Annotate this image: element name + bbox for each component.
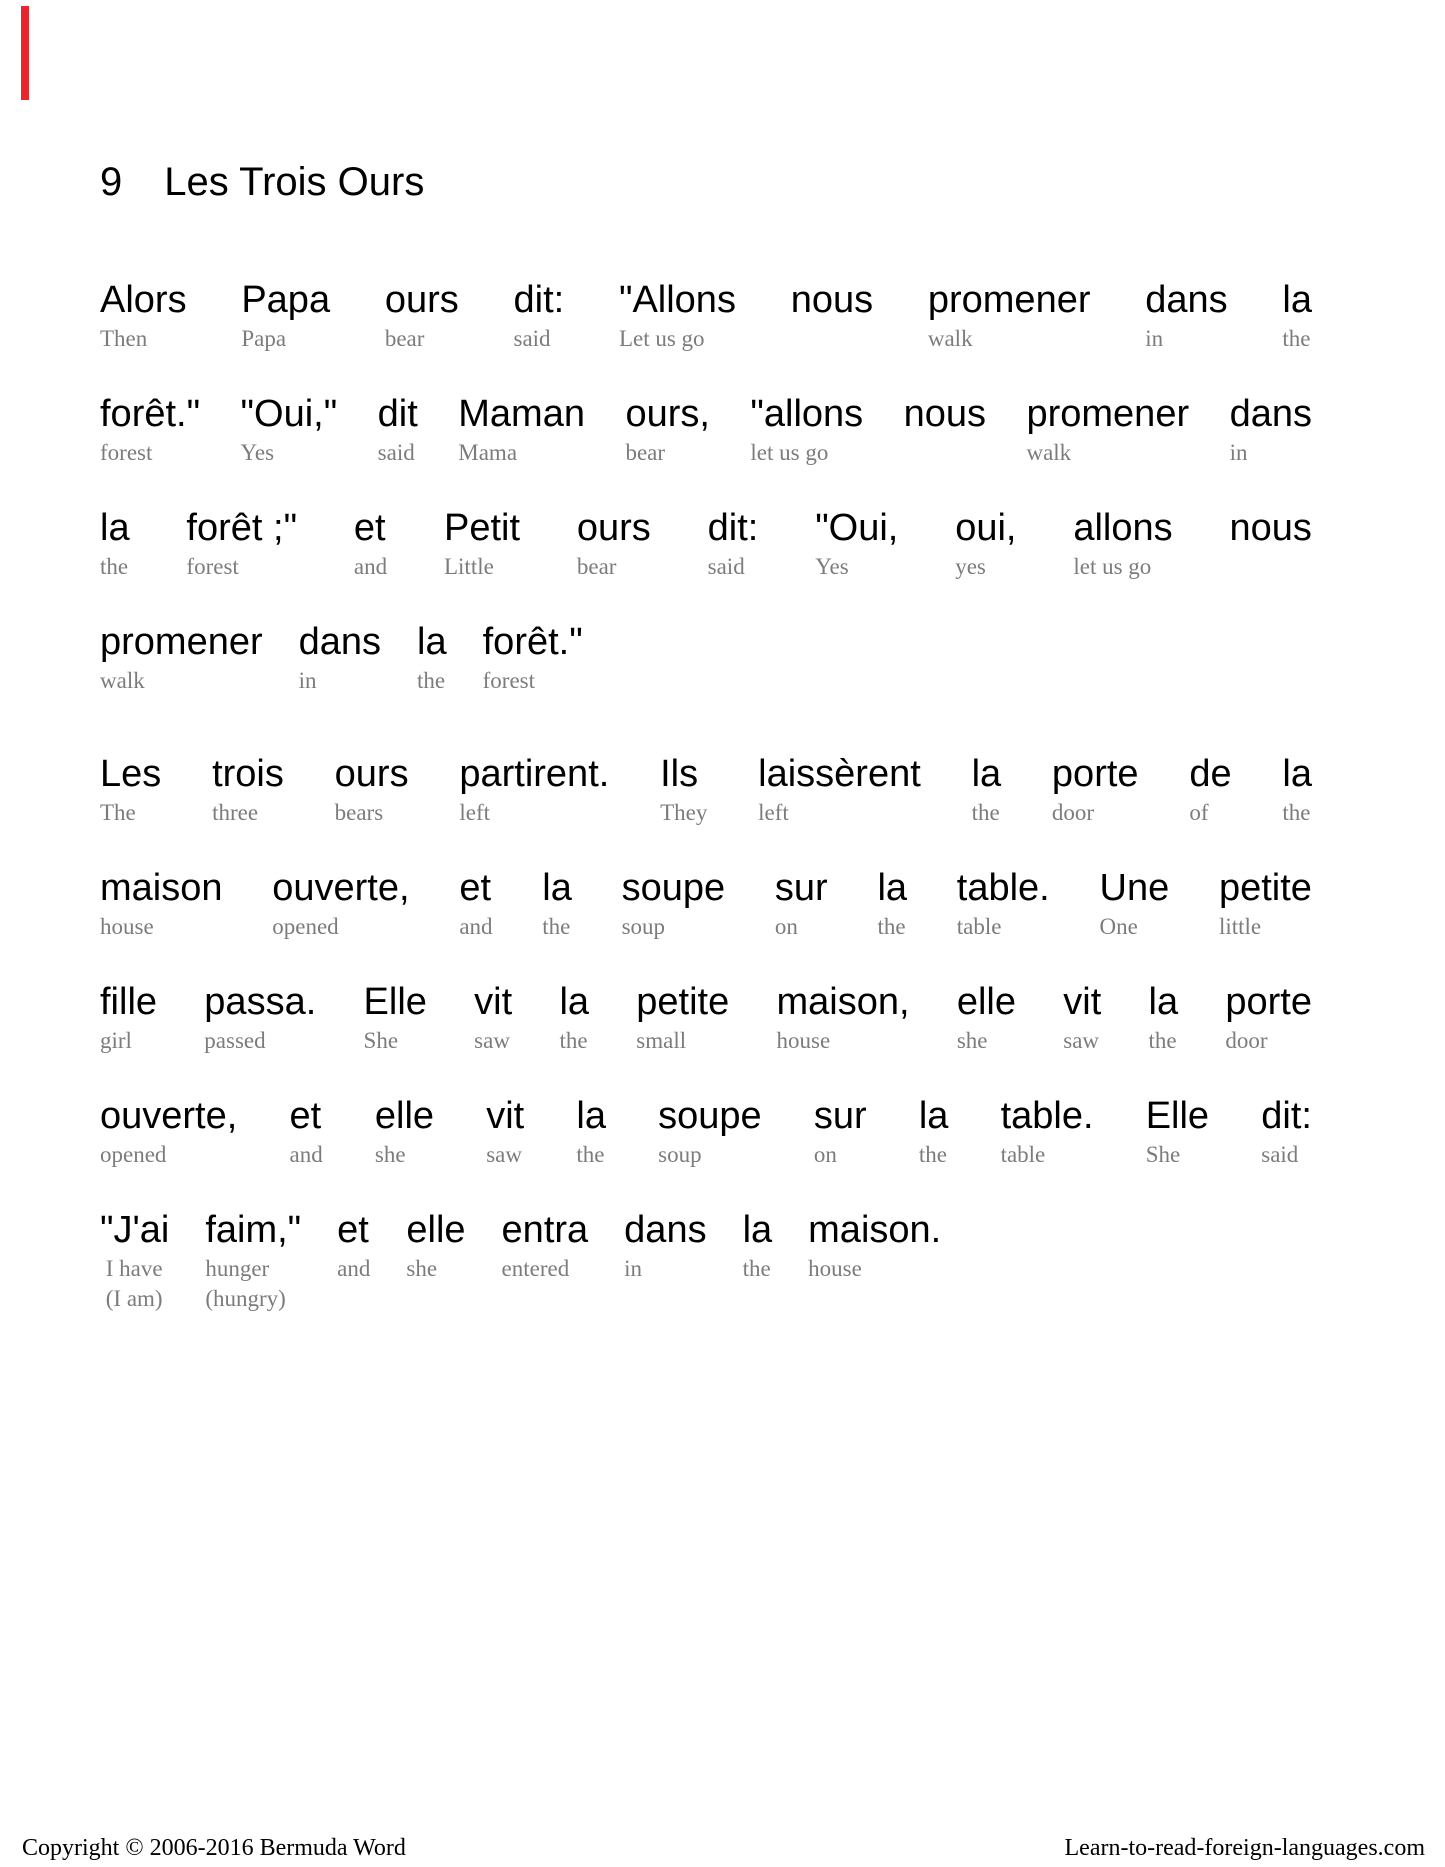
french-word: ours	[384, 279, 459, 321]
interlinear-line	[100, 278, 1312, 354]
french-word: vit	[1063, 981, 1102, 1023]
french-word: la	[877, 867, 908, 909]
copyright-text: Copyright © 2006-2016 Bermuda Word	[22, 1835, 406, 1861]
french-word: Petit	[443, 507, 521, 549]
english-gloss: the	[918, 1142, 947, 1167]
word-pair	[100, 620, 263, 696]
english-gloss: Papa	[241, 326, 287, 351]
english-gloss: house	[808, 1256, 862, 1281]
interlinear-line	[100, 1208, 1312, 1314]
english-gloss: bears	[334, 800, 384, 825]
page-content	[100, 0, 1312, 1352]
word-pair	[444, 506, 520, 582]
word-pair	[928, 278, 1091, 354]
english-gloss-alt: (I am)	[100, 1286, 163, 1311]
word-pair	[777, 980, 910, 1056]
english-gloss: saw	[1063, 1028, 1100, 1053]
website-text: Learn-to-read-foreign-languages.com	[1064, 1835, 1425, 1861]
english-gloss: forest	[186, 554, 239, 579]
english-gloss: said	[377, 440, 415, 465]
word-pair	[972, 752, 1002, 828]
french-word: maison.	[808, 1209, 942, 1251]
french-word: dans	[1145, 279, 1228, 321]
english-gloss: on	[813, 1142, 837, 1167]
english-gloss: girl	[100, 1028, 132, 1053]
word-pair	[299, 620, 381, 696]
french-word: oui,	[955, 507, 1017, 549]
english-gloss: of	[1189, 800, 1209, 825]
word-pair	[1073, 506, 1172, 582]
french-word: partirent.	[459, 753, 610, 795]
english-gloss: the	[1282, 326, 1311, 351]
english-gloss: the	[542, 914, 571, 939]
french-word: forêt."	[482, 621, 583, 663]
word-pair	[378, 392, 418, 468]
chapter-title	[100, 160, 1312, 204]
english-gloss: walk	[927, 326, 973, 351]
english-gloss: in	[624, 1256, 643, 1281]
word-pair	[955, 506, 1016, 582]
english-gloss: the	[1282, 800, 1311, 825]
english-gloss: I have	[100, 1256, 163, 1281]
word-pair	[375, 1094, 434, 1170]
english-gloss: bear	[576, 554, 617, 579]
english-gloss: door	[1225, 1028, 1268, 1053]
word-pair	[385, 278, 459, 354]
french-word: Les	[100, 753, 162, 795]
chapter-number: 9	[100, 160, 123, 204]
word-pair	[1149, 980, 1179, 1056]
word-pair	[542, 866, 572, 942]
french-word: petite	[1218, 867, 1312, 909]
word-pair	[743, 1208, 773, 1314]
french-word: ours,	[625, 393, 710, 435]
english-gloss: opened	[272, 914, 339, 939]
french-word: elle	[406, 1209, 466, 1251]
french-word: Alors	[100, 279, 187, 321]
word-pair	[577, 506, 651, 582]
english-gloss: She	[1145, 1142, 1181, 1167]
word-pair	[1026, 392, 1189, 468]
french-word: vit	[474, 981, 513, 1023]
word-pair	[904, 392, 986, 468]
french-word: ours	[576, 507, 651, 549]
french-word: elle	[374, 1095, 435, 1137]
word-pair	[1100, 866, 1170, 942]
word-pair	[1261, 1094, 1312, 1170]
french-word: la	[918, 1095, 949, 1137]
word-pair	[1063, 980, 1101, 1056]
english-gloss: in	[1229, 440, 1248, 465]
french-word: et	[289, 1095, 322, 1137]
word-pair	[750, 392, 863, 468]
english-gloss: she	[956, 1028, 988, 1053]
english-gloss: and	[459, 914, 493, 939]
interlinear-paragraphs	[100, 278, 1312, 1314]
french-word: nous	[1229, 507, 1312, 549]
english-gloss: on	[774, 914, 798, 939]
french-word: la	[559, 981, 590, 1023]
english-gloss: Then	[100, 326, 148, 351]
word-pair	[624, 1208, 706, 1314]
french-word: ouverte,	[100, 1095, 238, 1137]
french-word: dans	[624, 1209, 707, 1251]
french-word: Maman	[458, 393, 585, 435]
french-word: dans	[298, 621, 382, 663]
word-pair	[919, 1094, 949, 1170]
french-word: "allons	[750, 393, 864, 435]
french-word: dit:	[513, 279, 565, 321]
word-pair	[708, 506, 759, 582]
french-word: Ils	[660, 753, 699, 795]
french-word: trois	[212, 753, 284, 795]
french-word: la	[576, 1095, 606, 1137]
english-gloss: the	[559, 1028, 588, 1053]
word-pair	[100, 392, 200, 468]
word-pair	[406, 1208, 465, 1314]
french-word: sur	[813, 1095, 867, 1137]
word-pair	[808, 1208, 941, 1314]
french-word: Elle	[1145, 1095, 1210, 1137]
english-gloss: One	[1099, 914, 1138, 939]
interlinear-line	[100, 752, 1312, 828]
word-pair	[814, 1094, 867, 1170]
french-word: de	[1189, 753, 1232, 795]
english-gloss: house	[776, 1028, 831, 1053]
word-pair	[1145, 278, 1227, 354]
french-word: la	[417, 621, 447, 663]
word-pair	[619, 278, 736, 354]
word-pair	[1146, 1094, 1209, 1170]
word-pair	[417, 620, 447, 696]
french-word: la	[971, 753, 1002, 795]
french-word: nous	[903, 393, 987, 435]
french-word: vit	[486, 1095, 525, 1137]
english-gloss: saw	[474, 1028, 510, 1053]
french-word: la	[1148, 981, 1179, 1023]
english-gloss: the	[576, 1142, 605, 1167]
word-pair	[272, 866, 409, 942]
interlinear-line	[100, 620, 1312, 696]
word-pair	[100, 278, 187, 354]
english-gloss: and	[337, 1256, 371, 1281]
english-gloss: she	[374, 1142, 406, 1167]
english-gloss: Little	[443, 554, 494, 579]
english-gloss-alt: (hungry)	[205, 1286, 286, 1311]
french-word: nous	[790, 279, 874, 321]
french-word: promener	[100, 621, 263, 663]
word-pair	[100, 752, 161, 828]
word-pair	[1229, 506, 1311, 582]
word-pair	[877, 866, 907, 942]
chapter-title-text: Les Trois Ours	[164, 160, 425, 204]
english-gloss: the	[1148, 1028, 1177, 1053]
english-gloss: forest	[482, 668, 535, 693]
english-gloss: let us go	[750, 440, 829, 465]
french-word: "Oui,"	[240, 393, 338, 435]
english-gloss: passed	[204, 1028, 266, 1053]
french-word: petite	[636, 981, 730, 1023]
english-gloss: Let us go	[618, 326, 705, 351]
french-word: maison,	[776, 981, 910, 1023]
french-word: allons	[1073, 507, 1173, 549]
french-word: laissèrent	[758, 753, 921, 795]
word-pair	[241, 392, 338, 468]
word-pair	[559, 980, 589, 1056]
french-word: ouverte,	[272, 867, 410, 909]
english-gloss: entered	[501, 1256, 570, 1281]
word-pair	[1219, 866, 1312, 942]
english-gloss: three	[212, 800, 259, 825]
word-pair	[815, 506, 898, 582]
french-word: maison	[100, 867, 223, 909]
english-gloss: in	[298, 668, 317, 693]
word-pair	[289, 1094, 322, 1170]
french-word: soupe	[621, 867, 726, 909]
french-word: dit:	[1261, 1095, 1312, 1137]
english-gloss: said	[707, 554, 745, 579]
english-gloss: walk	[1026, 440, 1072, 465]
french-word: entra	[501, 1209, 589, 1251]
english-gloss: Yes	[815, 554, 849, 579]
english-gloss: saw	[486, 1142, 522, 1167]
french-word: dit:	[707, 507, 759, 549]
french-word: fille	[100, 981, 158, 1023]
french-word: promener	[927, 279, 1091, 321]
english-gloss: said	[513, 326, 551, 351]
french-word: la	[1282, 279, 1312, 321]
french-word: dans	[1229, 393, 1312, 435]
english-gloss: left	[459, 800, 490, 825]
word-pair	[1001, 1094, 1094, 1170]
french-word: faim,"	[205, 1209, 302, 1251]
french-word: et	[337, 1209, 369, 1251]
french-word: porte	[1051, 753, 1139, 795]
french-word: et	[353, 507, 386, 549]
word-pair	[1230, 392, 1312, 468]
word-pair	[354, 506, 387, 582]
word-pair	[1282, 752, 1312, 828]
word-pair	[100, 1208, 169, 1314]
english-gloss: walk	[100, 668, 145, 693]
word-pair	[1189, 752, 1231, 828]
french-word: et	[459, 867, 492, 909]
word-pair	[486, 1094, 524, 1170]
english-gloss: the	[742, 1256, 771, 1281]
french-word: table.	[1000, 1095, 1094, 1137]
french-word: la	[100, 507, 130, 549]
english-gloss: table	[956, 914, 1002, 939]
word-pair	[474, 980, 512, 1056]
english-gloss: opened	[100, 1142, 167, 1167]
word-pair	[204, 980, 316, 1056]
french-word: elle	[956, 981, 1016, 1023]
word-pair	[459, 866, 492, 942]
english-gloss: and	[353, 554, 388, 579]
english-gloss: let us go	[1073, 554, 1152, 579]
english-gloss: hunger	[205, 1256, 270, 1281]
word-pair	[658, 1094, 762, 1170]
word-pair	[100, 1094, 237, 1170]
french-word: ours	[334, 753, 409, 795]
english-gloss: the	[971, 800, 1000, 825]
english-gloss: They	[660, 800, 708, 825]
french-word: Une	[1099, 867, 1170, 909]
english-gloss	[904, 438, 986, 468]
english-gloss: table	[1000, 1142, 1046, 1167]
french-word: soupe	[658, 1095, 762, 1137]
french-word: forêt."	[100, 393, 201, 435]
word-pair	[364, 980, 427, 1056]
word-pair	[758, 752, 921, 828]
english-gloss: Yes	[240, 440, 275, 465]
word-pair	[1225, 980, 1312, 1056]
french-word: la	[742, 1209, 773, 1251]
english-gloss: Mama	[458, 440, 518, 465]
french-word: passa.	[204, 981, 317, 1023]
english-gloss: and	[289, 1142, 323, 1167]
word-pair	[100, 980, 157, 1056]
word-pair	[1282, 278, 1312, 354]
red-bookmark-mark	[21, 6, 29, 100]
word-pair	[1052, 752, 1139, 828]
english-gloss: soup	[658, 1142, 702, 1167]
word-pair	[791, 278, 873, 354]
english-gloss: left	[758, 800, 789, 825]
french-word: table.	[956, 867, 1050, 909]
word-pair	[514, 278, 565, 354]
english-gloss: little	[1218, 914, 1262, 939]
word-pair	[337, 1208, 370, 1314]
word-pair	[458, 392, 585, 468]
english-gloss: She	[363, 1028, 399, 1053]
french-word: "Oui,	[815, 507, 899, 549]
french-word: la	[542, 867, 572, 909]
word-pair	[100, 866, 223, 942]
french-word: sur	[774, 867, 828, 909]
french-word: Elle	[363, 981, 427, 1023]
word-pair	[775, 866, 828, 942]
french-word: Papa	[241, 279, 331, 321]
word-pair	[205, 1208, 301, 1314]
interlinear-line	[100, 1094, 1312, 1170]
word-pair	[186, 506, 297, 582]
french-word: promener	[1026, 393, 1190, 435]
english-gloss: The	[100, 800, 136, 825]
english-gloss: house	[100, 914, 154, 939]
word-pair	[957, 866, 1050, 942]
french-word: porte	[1225, 981, 1312, 1023]
english-gloss: the	[877, 914, 906, 939]
english-gloss: she	[406, 1256, 438, 1281]
english-gloss: small	[636, 1028, 687, 1053]
english-gloss: yes	[955, 554, 986, 579]
english-gloss: bear	[625, 440, 666, 465]
interlinear-line	[100, 980, 1312, 1056]
interlinear-line	[100, 866, 1312, 942]
word-pair	[576, 1094, 606, 1170]
french-word: "J'ai	[100, 1209, 170, 1251]
english-gloss	[1229, 552, 1311, 582]
interlinear-line	[100, 392, 1312, 468]
english-gloss: door	[1051, 800, 1095, 825]
french-word: dit	[377, 393, 418, 435]
word-pair	[660, 752, 707, 828]
english-gloss: in	[1145, 326, 1164, 351]
word-pair	[636, 980, 729, 1056]
paragraph	[100, 278, 1312, 696]
paragraph	[100, 752, 1312, 1314]
word-pair	[100, 506, 130, 582]
word-pair	[241, 278, 330, 354]
french-word: forêt ;"	[186, 507, 298, 549]
english-gloss	[791, 324, 873, 354]
word-pair	[502, 1208, 589, 1314]
english-gloss: the	[100, 554, 129, 579]
french-word: "Allons	[618, 279, 736, 321]
french-word: la	[1282, 753, 1312, 795]
word-pair	[212, 752, 284, 828]
word-pair	[483, 620, 583, 696]
english-gloss: the	[417, 668, 446, 693]
interlinear-line	[100, 506, 1312, 582]
word-pair	[335, 752, 409, 828]
english-gloss: bear	[384, 326, 425, 351]
word-pair	[957, 980, 1016, 1056]
word-pair	[625, 392, 709, 468]
word-pair	[622, 866, 726, 942]
english-gloss: soup	[621, 914, 666, 939]
word-pair	[459, 752, 609, 828]
english-gloss: forest	[100, 440, 153, 465]
english-gloss: said	[1261, 1142, 1299, 1167]
